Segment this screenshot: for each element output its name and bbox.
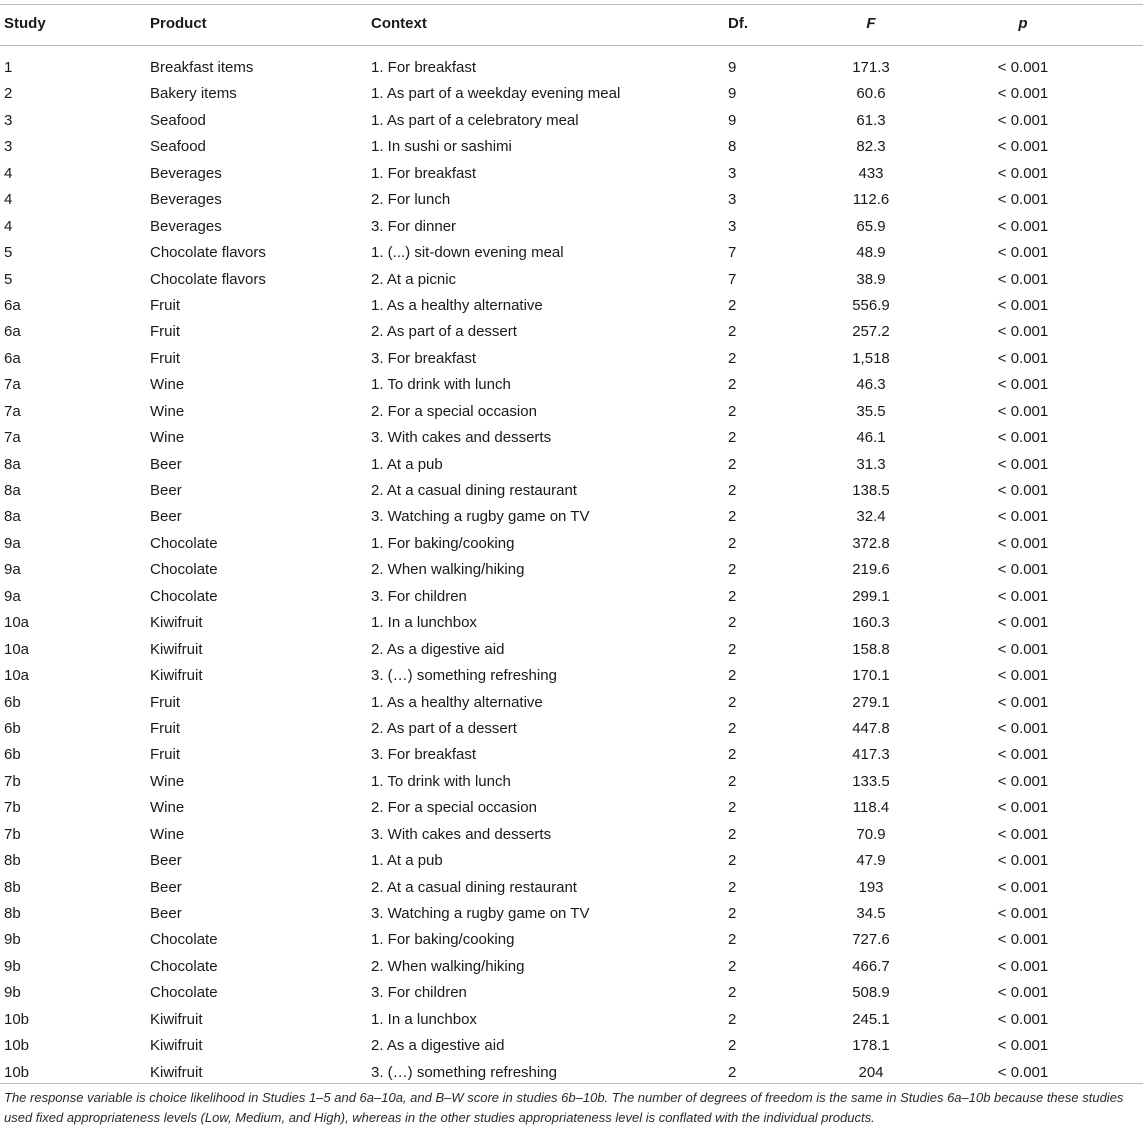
cell-context: 2. When walking/hiking [371,957,525,975]
cell-p: < 0.001 [997,878,1049,896]
cell-f: 417.3 [852,746,890,764]
cell-p: < 0.001 [997,111,1049,129]
table-row [0,689,1145,715]
cell-p: < 0.001 [997,957,1049,975]
cell-df: 2 [728,1037,737,1055]
table-row [0,503,1145,529]
table-row [0,979,1145,1005]
cell-df: 3 [728,191,737,209]
table-row [0,80,1145,106]
cell-context: 2. As a digestive aid [371,1037,505,1055]
cell-f: 65.9 [856,217,886,235]
cell-f: 46.1 [856,429,886,447]
cell-study: 10b [4,1010,30,1028]
cell-p: < 0.001 [997,270,1049,288]
cell-study: 9a [4,587,21,605]
cell-study: 10a [4,640,30,658]
cell-f: 133.5 [852,772,890,790]
cell-f: 171.3 [852,59,890,76]
cell-study: 6b [4,719,21,737]
cell-product: Fruit [150,693,180,711]
cell-p: < 0.001 [997,719,1049,737]
table-row [0,424,1145,450]
cell-product: Chocolate [150,534,218,552]
cell-df: 2 [728,296,737,314]
cell-p: < 0.001 [997,323,1049,341]
cell-f: 61.3 [856,111,886,129]
cell-f: 170.1 [852,667,890,685]
cell-p: < 0.001 [997,164,1049,182]
cell-product: Kiwifruit [150,1063,203,1081]
header-f: F [866,15,876,32]
cell-context: 1. As part of a celebratory meal [371,111,579,129]
cell-context: 3. Watching a rugby game on TV [371,508,590,526]
cell-df: 7 [728,244,737,262]
cell-df: 2 [728,852,737,870]
cell-product: Kiwifruit [150,614,203,632]
table-row [0,239,1145,265]
header-context: Context [371,15,427,32]
cell-df: 2 [728,614,737,632]
cell-f: 112.6 [852,191,890,209]
cell-context: 3. For breakfast [371,746,477,764]
cell-product: Wine [150,402,185,420]
cell-study: 8b [4,905,21,922]
cell-product: Beer [150,482,182,499]
table-row [0,266,1145,292]
cell-f: 138.5 [852,482,890,499]
table-row [0,741,1145,767]
cell-df: 2 [728,1063,737,1081]
cell-f: 727.6 [852,931,890,949]
cell-study: 7b [4,825,21,843]
cell-study: 2 [4,85,13,103]
cell-df: 2 [728,957,737,975]
header-study: Study [4,15,46,32]
cell-product: Beer [150,878,182,896]
cell-p: < 0.001 [997,984,1049,1002]
cell-df: 2 [728,905,737,922]
cell-f: 204 [858,1063,884,1081]
cell-p: < 0.001 [997,455,1049,473]
cell-context: 1. For baking/cooking [371,534,515,552]
table-row [0,953,1145,979]
cell-df: 3 [728,217,737,235]
cell-df: 2 [728,455,737,473]
cell-context: 3. With cakes and desserts [371,429,552,447]
cell-study: 9b [4,931,21,949]
cell-product: Beer [150,508,182,526]
table-row [0,133,1145,159]
cell-p: < 0.001 [997,138,1049,156]
cell-study: 8a [4,455,21,473]
cell-study: 10a [4,614,30,632]
cell-study: 7a [4,376,21,394]
cell-p: < 0.001 [997,217,1049,235]
cell-p: < 0.001 [997,1037,1049,1055]
table-row [0,371,1145,397]
table-row [0,583,1145,609]
cell-p: < 0.001 [997,799,1049,817]
cell-product: Chocolate [150,561,218,579]
cell-context: 2. For a special occasion [371,799,537,817]
cell-f: 466.7 [852,957,890,975]
cell-df: 2 [728,984,737,1002]
table-row [0,213,1145,239]
table-row [0,556,1145,582]
cell-f: 118.4 [852,799,890,817]
cell-product: Bakery items [150,85,237,103]
cell-study: 7a [4,429,21,447]
cell-context: 1. At a pub [371,852,443,870]
cell-p: < 0.001 [997,1063,1049,1081]
cell-study: 8a [4,482,21,499]
table-row [0,292,1145,318]
cell-product: Seafood [150,111,206,129]
cell-p: < 0.001 [997,534,1049,552]
cell-p: < 0.001 [997,244,1049,262]
cell-p: < 0.001 [997,349,1049,367]
cell-study: 6a [4,323,21,341]
table-row [0,874,1145,900]
cell-f: 193 [858,878,884,896]
cell-df: 2 [728,508,737,526]
cell-product: Kiwifruit [150,640,203,658]
cell-df: 2 [728,349,737,367]
cell-product: Beer [150,852,182,870]
cell-f: 279.1 [852,693,890,711]
cell-f: 38.9 [856,270,886,288]
cell-f: 31.3 [856,455,886,473]
table-row [0,1006,1145,1032]
cell-study: 8b [4,878,21,896]
table-row [0,1032,1145,1058]
cell-product: Beverages [150,191,222,209]
cell-context: 3. Watching a rugby game on TV [371,905,590,922]
cell-product: Beer [150,905,182,922]
table-row [0,821,1145,847]
cell-df: 2 [728,825,737,843]
cell-study: 6b [4,693,21,711]
table-footnote: The response variable is choice likelihood in Studies 1–5 and 6a–10a, and B–W score in studies 6b–10b. The number of degrees of freedom is the same in Studies 6a–10b because these studies used fixed appropriateness levels (Low, Medium, and High), whereas in the other studies appropriateness level is conflated with the individual products. [4,1090,1124,1125]
cell-p: < 0.001 [997,746,1049,764]
table-row [0,107,1145,133]
cell-context: 2. When walking/hiking [371,561,525,579]
cell-study: 8a [4,508,21,526]
cell-product: Chocolate [150,984,218,1002]
cell-product: Chocolate flavors [150,270,266,288]
cell-study: 6a [4,296,21,314]
cell-product: Fruit [150,296,180,314]
cell-study: 3 [4,138,13,156]
cell-f: 70.9 [856,825,886,843]
cell-product: Kiwifruit [150,667,203,685]
table-row [0,900,1145,926]
table-row [0,768,1145,794]
cell-study: 1 [4,59,13,76]
table-header-rule [0,45,1143,46]
cell-product: Wine [150,799,185,817]
cell-df: 9 [728,85,737,103]
cell-context: 1. In a lunchbox [371,1010,477,1028]
cell-p: < 0.001 [997,852,1049,870]
cell-context: 2. At a casual dining restaurant [371,482,577,499]
cell-context: 3. (…) something refreshing [371,1063,557,1081]
cell-df: 2 [728,693,737,711]
cell-product: Chocolate flavors [150,244,266,262]
cell-f: 34.5 [856,905,886,922]
header-df: Df. [728,15,748,32]
cell-context: 1. In sushi or sashimi [371,138,512,156]
cell-study: 8b [4,852,21,870]
table-header-row [0,4,1145,45]
cell-f: 35.5 [856,402,886,420]
table-bottom-rule [0,1083,1143,1084]
cell-p: < 0.001 [997,296,1049,314]
cell-product: Wine [150,376,185,394]
cell-f: 48.9 [856,244,886,262]
cell-f: 508.9 [852,984,890,1002]
cell-df: 2 [728,482,737,499]
cell-context: 1. For breakfast [371,164,477,182]
cell-f: 46.3 [856,376,886,394]
cell-context: 2. For a special occasion [371,402,537,420]
cell-f: 433 [858,164,884,182]
cell-context: 1. As a healthy alternative [371,296,543,314]
table-row [0,318,1145,344]
cell-f: 158.8 [852,640,890,658]
cell-f: 32.4 [856,508,886,526]
cell-context: 3. For children [371,984,467,1002]
cell-context: 1. As a healthy alternative [371,693,543,711]
header-p: p [1018,15,1028,32]
cell-context: 2. For lunch [371,191,451,209]
cell-p: < 0.001 [997,772,1049,790]
cell-study: 9a [4,561,21,579]
cell-context: 1. As part of a weekday evening meal [371,85,621,103]
cell-product: Fruit [150,746,180,764]
cell-study: 9b [4,957,21,975]
table-row [0,186,1145,212]
cell-f: 245.1 [852,1010,890,1028]
cell-product: Beverages [150,164,222,182]
cell-df: 2 [728,402,737,420]
cell-product: Chocolate [150,587,218,605]
cell-study: 4 [4,191,13,209]
cell-study: 9b [4,984,21,1002]
table-row [0,636,1145,662]
cell-product: Chocolate [150,931,218,949]
cell-context: 1. To drink with lunch [371,772,511,790]
cell-df: 2 [728,931,737,949]
cell-df: 2 [728,376,737,394]
cell-f: 257.2 [852,323,890,341]
cell-p: < 0.001 [997,508,1049,526]
cell-p: < 0.001 [997,587,1049,605]
cell-df: 2 [728,878,737,896]
cell-df: 2 [728,323,737,341]
cell-f: 299.1 [852,587,890,605]
cell-product: Seafood [150,138,206,156]
cell-context: 3. For dinner [371,217,457,235]
cell-p: < 0.001 [997,693,1049,711]
cell-p: < 0.001 [997,402,1049,420]
cell-p: < 0.001 [997,561,1049,579]
cell-df: 8 [728,138,737,156]
cell-context: 2. At a picnic [371,270,457,288]
cell-df: 2 [728,799,737,817]
cell-p: < 0.001 [997,59,1049,76]
cell-context: 3. For children [371,587,467,605]
cell-context: 1. (...) sit-down evening meal [371,244,564,262]
cell-f: 60.6 [856,85,886,103]
cell-product: Wine [150,825,185,843]
cell-study: 10b [4,1063,30,1081]
cell-df: 3 [728,164,737,182]
cell-product: Kiwifruit [150,1037,203,1055]
table-row [0,345,1145,371]
cell-study: 6a [4,349,21,367]
table-row [0,609,1145,635]
cell-product: Chocolate [150,957,218,975]
table-row [0,926,1145,952]
cell-context: 1. In a lunchbox [371,614,477,632]
table-row [0,54,1145,80]
table-row [0,451,1145,477]
cell-study: 7b [4,772,21,790]
cell-f: 82.3 [856,138,886,156]
header-product: Product [150,15,207,32]
table-row [0,715,1145,741]
cell-p: < 0.001 [997,825,1049,843]
cell-f: 372.8 [852,534,890,552]
cell-f: 1,518 [852,349,890,367]
cell-df: 2 [728,587,737,605]
cell-context: 3. For breakfast [371,349,477,367]
cell-product: Fruit [150,323,180,341]
cell-study: 7a [4,402,21,420]
cell-df: 2 [728,772,737,790]
cell-f: 178.1 [852,1037,890,1055]
cell-product: Wine [150,772,185,790]
cell-context: 3. With cakes and desserts [371,825,552,843]
table-row [0,847,1145,873]
cell-f: 219.6 [852,561,890,579]
cell-study: 10b [4,1037,30,1055]
cell-p: < 0.001 [997,376,1049,394]
cell-f: 47.9 [856,852,886,870]
table-row [0,662,1145,688]
table-row [0,530,1145,556]
cell-p: < 0.001 [997,614,1049,632]
cell-context: 1. For breakfast [371,59,477,76]
cell-df: 2 [728,667,737,685]
cell-f: 160.3 [852,614,890,632]
cell-context: 3. (…) something refreshing [371,667,557,685]
cell-study: 4 [4,217,13,235]
cell-p: < 0.001 [997,482,1049,499]
cell-f: 447.8 [852,719,890,737]
cell-df: 7 [728,270,737,288]
cell-context: 1. To drink with lunch [371,376,511,394]
table-row [0,794,1145,820]
cell-study: 3 [4,111,13,129]
cell-p: < 0.001 [997,931,1049,949]
cell-p: < 0.001 [997,667,1049,685]
table-row [0,160,1145,186]
cell-df: 9 [728,59,737,76]
cell-f: 556.9 [852,296,890,314]
cell-p: < 0.001 [997,1010,1049,1028]
cell-product: Beverages [150,217,222,235]
cell-product: Fruit [150,349,180,367]
cell-df: 2 [728,719,737,737]
cell-context: 2. As a digestive aid [371,640,505,658]
table-body [0,54,1145,1085]
cell-p: < 0.001 [997,429,1049,447]
cell-context: 2. At a casual dining restaurant [371,878,577,896]
table-row [0,1059,1145,1085]
cell-context: 2. As part of a dessert [371,719,517,737]
cell-df: 2 [728,534,737,552]
cell-study: 9a [4,534,21,552]
cell-p: < 0.001 [997,191,1049,209]
cell-df: 9 [728,111,737,129]
table-row [0,477,1145,503]
cell-study: 6b [4,746,21,764]
cell-df: 2 [728,429,737,447]
cell-p: < 0.001 [997,905,1049,922]
cell-df: 2 [728,640,737,658]
cell-product: Beer [150,455,182,473]
cell-product: Wine [150,429,185,447]
cell-p: < 0.001 [997,640,1049,658]
cell-p: < 0.001 [997,85,1049,103]
cell-context: 1. At a pub [371,455,443,473]
cell-study: 5 [4,244,13,262]
cell-study: 5 [4,270,13,288]
cell-product: Breakfast items [150,59,254,76]
cell-product: Kiwifruit [150,1010,203,1028]
cell-study: 10a [4,667,30,685]
table-row [0,398,1145,424]
cell-df: 2 [728,1010,737,1028]
cell-context: 2. As part of a dessert [371,323,517,341]
cell-df: 2 [728,561,737,579]
cell-study: 4 [4,164,13,182]
cell-study: 7b [4,799,21,817]
cell-df: 2 [728,746,737,764]
cell-context: 1. For baking/cooking [371,931,515,949]
cell-product: Fruit [150,719,180,737]
